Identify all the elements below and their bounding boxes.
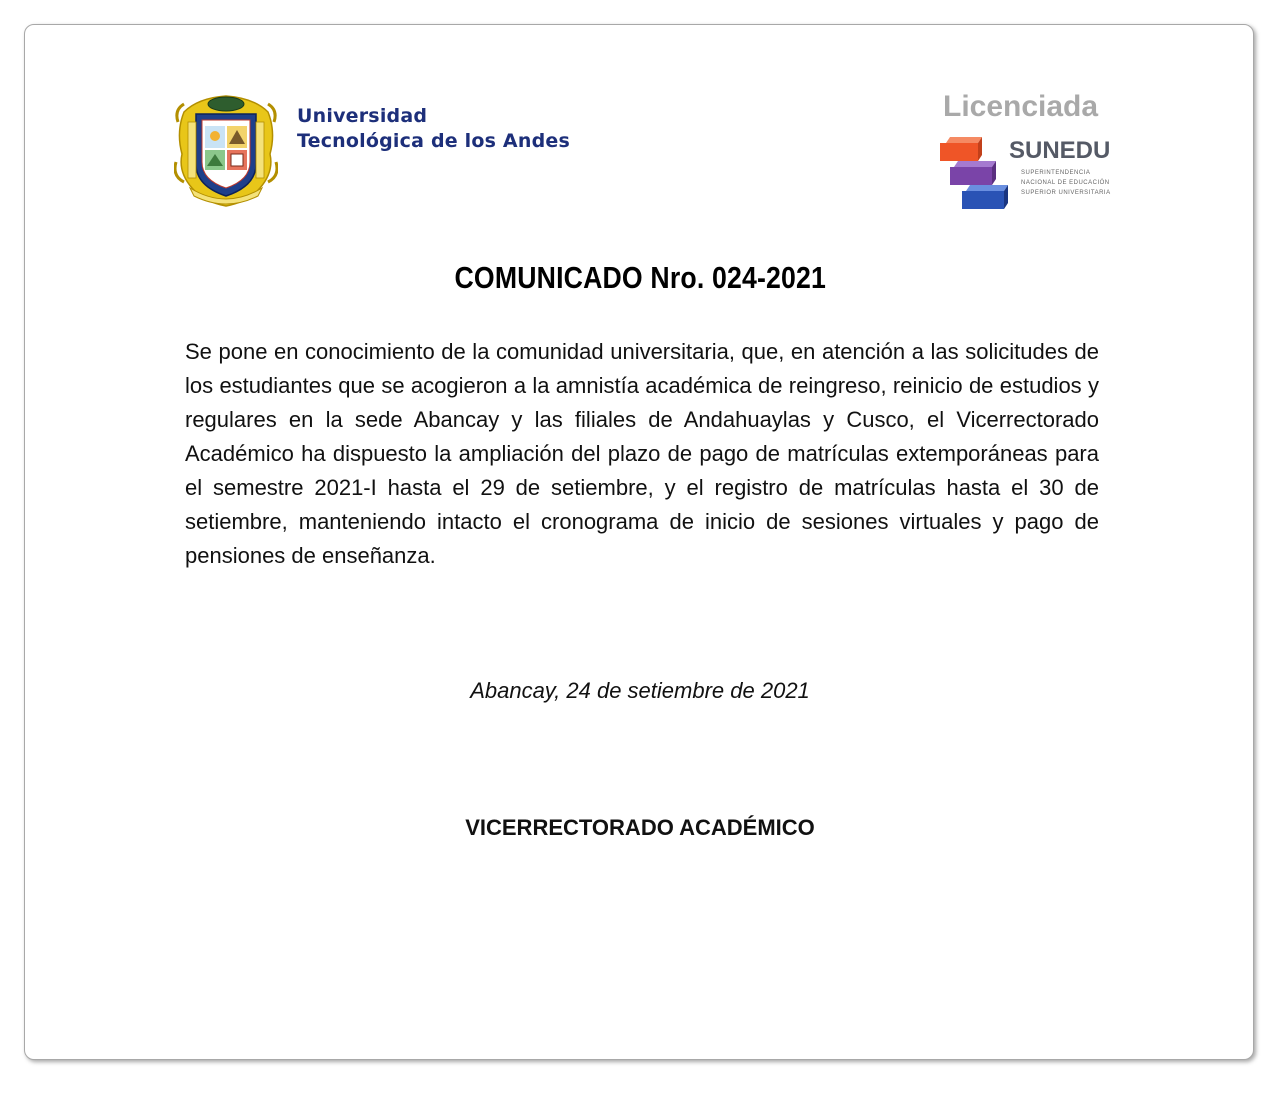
university-name (297, 104, 570, 154)
sunedu-subtitle-line2: NACIONAL DE EDUCACIÓN (1021, 180, 1110, 186)
document-date: Abancay, 24 de setiembre de 2021 (470, 678, 810, 703)
document-signature: VICERRECTORADO ACADÉMICO (465, 815, 815, 840)
sunedu-subtitle-line3: SUPERIOR UNIVERSITARIA (1021, 190, 1111, 196)
sunedu-name: SUNEDU (1009, 137, 1111, 164)
sunedu-logo (938, 133, 1018, 213)
licenciada-label: Licenciada (943, 90, 1099, 123)
sunedu-subtitle (1021, 168, 1111, 198)
university-crest-logo (174, 92, 278, 208)
university-name-line2: Tecnológica de los Andes (297, 130, 570, 152)
university-name-line1: Universidad (297, 105, 428, 127)
sunedu-subtitle-line1: SUPERINTENDENCIA (1021, 170, 1091, 176)
document-title: COMUNICADO Nro. 024-2021 (454, 260, 827, 295)
document-body: Se pone en conocimiento de la comunidad universitaria, que, en atención a las solicitudes de los estudiantes que se acogieron a la amnistía académica de reingreso, reinicio de estudios y regulares en la sede Abancay y las filiales de Andahuaylas y Cusco, el Vicerrectorado Académico ha dispuesto la ampliación del plazo de pago de matrículas extemporáneas para el semestre 2021-I hasta el 29 de setiembre, y el registro de matrículas hasta el 30 de setiembre, manteniendo intacto el cronograma de inicio de sesiones virtuales y pago de pensiones de enseñanza. (185, 339, 1099, 568)
